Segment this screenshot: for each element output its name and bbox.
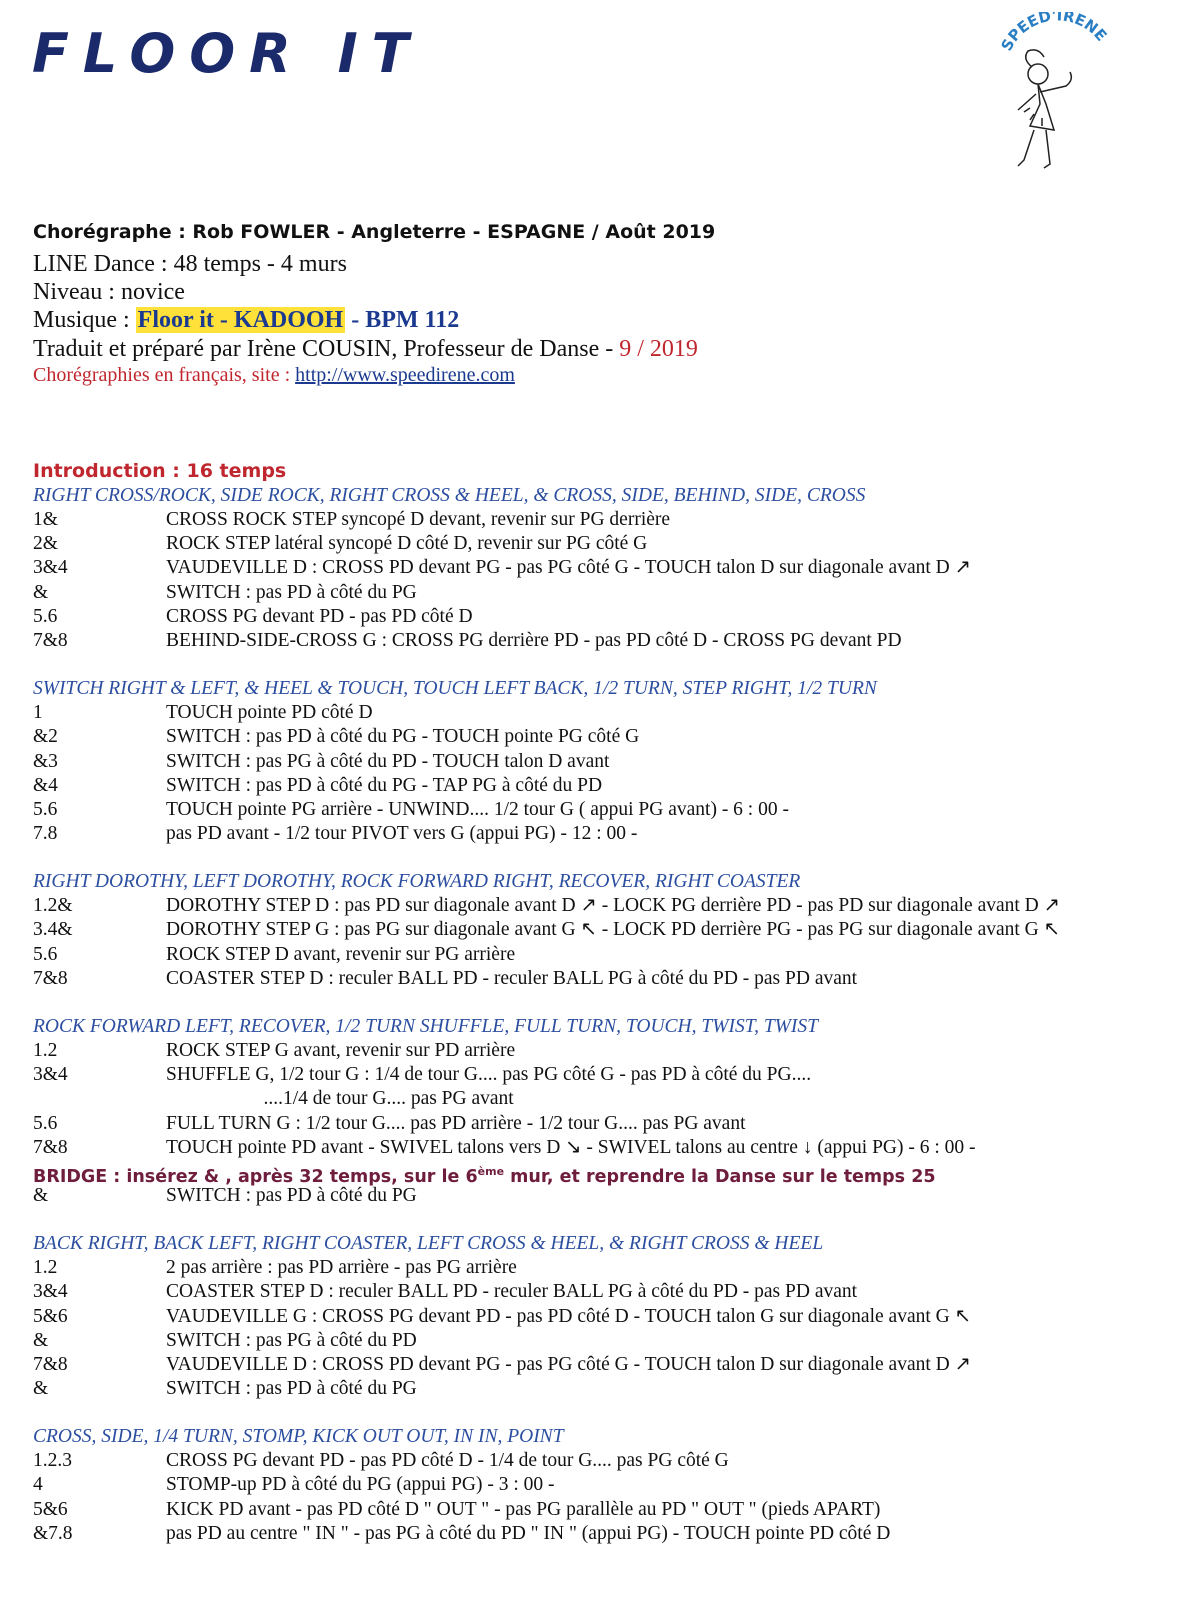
step-count: 5.6 (33, 943, 58, 965)
level-info: Niveau : novice (33, 279, 185, 305)
step-description: COASTER STEP D : reculer BALL PD - reculer BALL PG à côté du PD - pas PD avant (166, 1281, 858, 1303)
step-count: 5.6 (33, 605, 58, 627)
step-row (33, 1039, 1173, 1063)
step-description: CROSS ROCK STEP syncopé D devant, revenir sur PG derrière (166, 509, 671, 530)
speedirene-logo (990, 12, 1130, 192)
step-row (33, 1449, 1173, 1473)
step-description: SHUFFLE G, 1/2 tour G : 1/4 de tour G.... pas PG côté G - pas PD à côté du PG.... (166, 1064, 812, 1086)
step-description: CROSS PG devant PD - pas PD côté D - 1/4 de tour G.... pas PG côté G (166, 1450, 729, 1472)
music-info (33, 307, 459, 334)
step-description: TOUCH pointe PD côté D (166, 702, 373, 724)
translator-line (33, 336, 698, 363)
step-description: ROCK STEP D avant, revenir sur PG arrière (166, 943, 516, 965)
step-row (33, 1377, 1173, 1401)
step-description: SWITCH : pas PD à côté du PG - TOUCH pointe PG côté G (166, 726, 640, 748)
step-description: ....1/4 de tour G.... pas PG avant (166, 1088, 514, 1110)
choreographer-line: Chorégraphe : Rob FOWLER - Angleterre - ESPAGNE / Août 2019 (33, 221, 716, 243)
line-dance-info: LINE Dance : 48 temps - 4 murs (33, 251, 347, 277)
step-row (33, 1353, 1173, 1377)
step-description: DOROTHY STEP G : pas PG sur diagonale avant G ↖ - LOCK PD derrière PG - pas PG sur diagonale avant G ↖ (166, 919, 1060, 941)
step-sheet (33, 458, 1173, 1546)
step-count (33, 1087, 166, 1111)
step-count: & (33, 1329, 49, 1351)
section-spacer (33, 653, 1173, 677)
step-description: CROSS PG devant PD - pas PD côté D (166, 605, 473, 627)
step-row (33, 1522, 1173, 1546)
step-count: 1.2.3 (33, 1450, 72, 1472)
step-description: SWITCH : pas PD à côté du PG - TAP PG à côté du PD (166, 774, 603, 796)
step-count: 7&8 (33, 1136, 68, 1158)
bridge-superscript: ème (477, 1164, 505, 1178)
step-count: &4 (33, 774, 58, 796)
translator-text: Traduit et préparé par Irène COUSIN, Professeur de Danse - (33, 336, 614, 362)
step-description: 2 pas arrière : pas PD arrière - pas PG arrière (166, 1257, 517, 1279)
site-label: Chorégraphies en français, site : (33, 364, 291, 386)
section-title: CROSS, SIDE, 1/4 TURN, STOMP, KICK OUT OUT, IN IN, POINT (33, 1426, 564, 1448)
step-row (33, 1329, 1173, 1353)
section-title: ROCK FORWARD LEFT, RECOVER, 1/2 TURN SHUFFLE, FULL TURN, TOUCH, TWIST, TWIST (33, 1016, 819, 1037)
step-description: SWITCH : pas PD à côté du PG (166, 1184, 417, 1206)
step-count: 5.6 (33, 798, 58, 820)
step-count: & (33, 1184, 49, 1206)
step-count: 2& (33, 533, 58, 555)
music-label: Musique : (33, 307, 130, 333)
step-row (33, 774, 1173, 798)
step-description: FULL TURN G : 1/2 tour G.... pas PD arrière - 1/2 tour G.... pas PG avant (166, 1112, 746, 1134)
step-row (33, 556, 1173, 580)
step-count: 7&8 (33, 629, 68, 651)
step-count: 3&4 (33, 557, 68, 579)
step-count: 1& (33, 509, 58, 530)
step-description: DOROTHY STEP D : pas PD sur diagonale avant D ↗ - LOCK PG derrière PD - pas PD sur diagonale avant D ↗ (166, 895, 1060, 917)
step-count: 7&8 (33, 1353, 68, 1375)
step-count: 1.2& (33, 895, 73, 917)
step-row (33, 532, 1173, 556)
step-description: STOMP-up PD à côté du PG (appui PG) - 3 : 00 - (166, 1474, 555, 1496)
step-count: &7.8 (33, 1522, 73, 1544)
step-description: VAUDEVILLE D : CROSS PD devant PG - pas PG côté G - TOUCH talon D sur diagonale avant D ↗ (166, 557, 971, 579)
step-description: SWITCH : pas PD à côté du PG (166, 1378, 417, 1400)
step-row (33, 1256, 1173, 1280)
step-row (33, 894, 1173, 918)
step-row (33, 918, 1173, 942)
step-count: 3&4 (33, 1064, 68, 1086)
section-spacer (33, 991, 1173, 1015)
step-description: COASTER STEP D : reculer BALL PD - reculer BALL PG à côté du PD - pas PD avant (166, 967, 858, 989)
step-row (33, 1280, 1173, 1304)
step-row (33, 1112, 1173, 1136)
step-row (33, 822, 1173, 846)
page-title: FLOOR IT (32, 22, 423, 85)
step-row (33, 1305, 1173, 1329)
step-description: ROCK STEP G avant, revenir sur PD arrière (166, 1040, 516, 1061)
section-spacer (33, 1208, 1173, 1232)
step-row (33, 629, 1173, 653)
music-bpm: - BPM 112 (351, 307, 460, 333)
step-count: & (33, 581, 49, 603)
step-description: SWITCH : pas PG à côté du PD - TOUCH talon D avant (166, 750, 610, 772)
step-description: VAUDEVILLE G : CROSS PG devant PD - pas PD côté D - TOUCH talon G sur diagonale avant G ↖ (166, 1305, 971, 1327)
section-spacer (33, 846, 1173, 870)
step-count: 1 (33, 702, 43, 724)
step-row (33, 581, 1173, 605)
step-row (33, 508, 1173, 532)
step-count: 3&4 (33, 1281, 68, 1303)
bridge-row (33, 1184, 1173, 1208)
step-description: VAUDEVILLE D : CROSS PD devant PG - pas PG côté G - TOUCH talon D sur diagonale avant D ↗ (166, 1353, 971, 1375)
bridge-note (33, 1160, 1173, 1187)
section-title: SWITCH RIGHT & LEFT, & HEEL & TOUCH, TOUCH LEFT BACK, 1/2 TURN, STEP RIGHT, 1/2 TURN (33, 678, 877, 700)
section-spacer (33, 1401, 1173, 1425)
step-count: &3 (33, 750, 58, 772)
step-description: BEHIND-SIDE-CROSS G : CROSS PG derrière PD - pas PD côté D - CROSS PG devant PD (166, 629, 902, 651)
step-row (33, 1498, 1173, 1522)
step-row (33, 1136, 1173, 1160)
step-description: TOUCH pointe PG arrière - UNWIND.... 1/2 tour G ( appui PG avant) - 6 : 00 - (166, 798, 789, 820)
step-description: SWITCH : pas PD à côté du PG (166, 581, 417, 603)
step-row (33, 1063, 1173, 1087)
section-title: RIGHT DOROTHY, LEFT DOROTHY, ROCK FORWARD RIGHT, RECOVER, RIGHT COASTER (33, 871, 801, 893)
bridge-text: BRIDGE : insérez & , après 32 temps, sur le 6 (33, 1166, 478, 1187)
step-description: pas PD avant - 1/2 tour PIVOT vers G (appui PG) - 12 : 00 - (166, 823, 638, 845)
step-description: pas PD au centre " IN " - pas PG à côté du PD " IN " (appui PG) - TOUCH pointe PD côté D (166, 1522, 891, 1544)
site-link[interactable]: http://www.speedirene.com (295, 364, 515, 386)
step-row (33, 750, 1173, 774)
step-row (33, 798, 1173, 822)
step-row (33, 1473, 1173, 1497)
translation-date: 9 / 2019 (619, 336, 698, 362)
step-row (33, 1087, 1173, 1111)
step-count: & (33, 1378, 49, 1400)
step-description: TOUCH pointe PD avant - SWIVEL talons vers D ↘ - SWIVEL talons au centre ↓ (appui PG) - 6 : 00 - (166, 1136, 976, 1158)
step-row (33, 943, 1173, 967)
step-count: 1.2 (33, 1257, 58, 1279)
step-description: SWITCH : pas PG à côté du PD (166, 1329, 417, 1351)
step-count: 5&6 (33, 1498, 68, 1520)
step-count: 5&6 (33, 1305, 68, 1327)
step-row (33, 967, 1173, 991)
bridge-text-end: mur, et reprendre la Danse sur le temps 25 (504, 1166, 936, 1187)
step-count: 7.8 (33, 823, 58, 845)
dancer-logo-icon (990, 12, 1130, 192)
step-description: KICK PD avant - pas PD côté D " OUT " - pas PG parallèle au PD " OUT " (pieds APART) (166, 1498, 881, 1520)
introduction-heading: Introduction : 16 temps (33, 460, 287, 482)
svg-text:SPEED'IRENE: SPEED'IRENE (997, 12, 1111, 54)
step-count: 3.4& (33, 919, 73, 941)
music-title: Floor it - KADOOH (137, 307, 344, 333)
step-count: 4 (33, 1474, 43, 1496)
step-count: 1.2 (33, 1040, 58, 1061)
step-count: 7&8 (33, 967, 68, 989)
step-description: ROCK STEP latéral syncopé D côté D, revenir sur PG côté G (166, 533, 648, 555)
section-title: BACK RIGHT, BACK LEFT, RIGHT COASTER, LEFT CROSS & HEEL, & RIGHT CROSS & HEEL (33, 1233, 824, 1255)
step-row (33, 605, 1173, 629)
step-row (33, 701, 1173, 725)
section-title: RIGHT CROSS/ROCK, SIDE ROCK, RIGHT CROSS & HEEL, & CROSS, SIDE, BEHIND, SIDE, CROSS (33, 485, 866, 506)
site-line (33, 364, 515, 387)
step-row (33, 725, 1173, 749)
step-count: 5.6 (33, 1112, 58, 1134)
step-count: &2 (33, 726, 58, 748)
